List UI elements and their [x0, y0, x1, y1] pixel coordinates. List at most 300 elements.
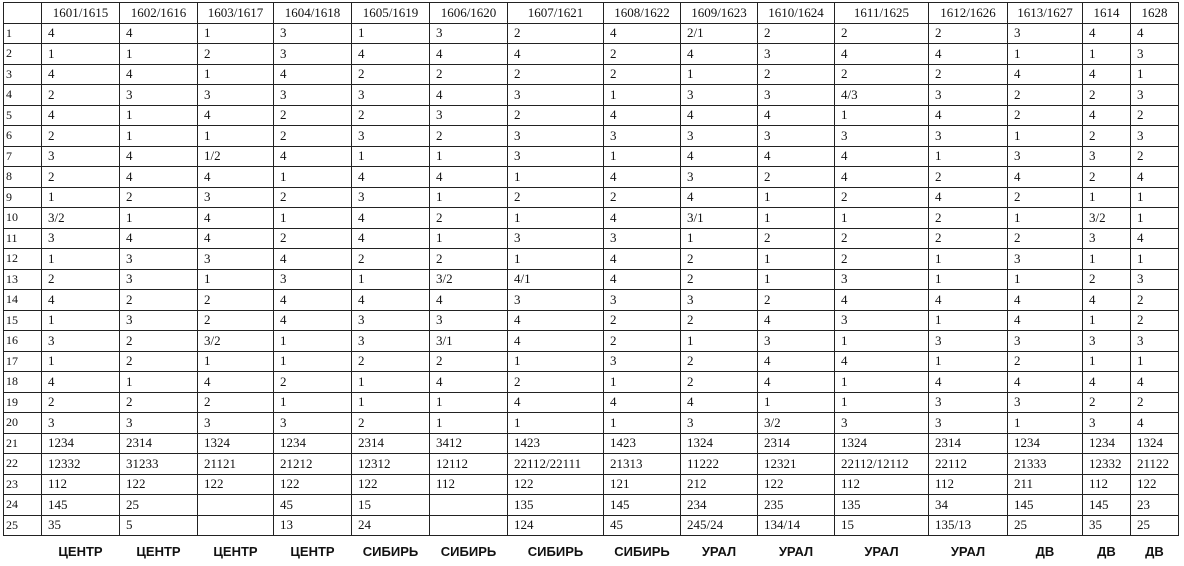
- table-cell: 1: [120, 44, 198, 65]
- table-cell: 4/3: [835, 85, 929, 106]
- table-cell: 2: [42, 126, 120, 147]
- table-cell: 3: [604, 290, 681, 311]
- table-cell: 3: [274, 44, 352, 65]
- table-cell: 112: [1083, 474, 1131, 495]
- table-cell: 1: [758, 187, 835, 208]
- table-cell: 3: [508, 85, 604, 106]
- region-row: [4, 536, 1179, 566]
- table-cell: 3: [198, 413, 274, 434]
- table-cell: 3: [1008, 331, 1083, 352]
- table-cell: 3: [929, 413, 1008, 434]
- row-number: 16: [4, 331, 42, 352]
- table-cell: 145: [1008, 495, 1083, 516]
- region-label: ДВ: [1008, 536, 1083, 566]
- table-cell: 3/1: [681, 208, 758, 229]
- table-cell: 12112: [430, 454, 508, 475]
- table-cell: 1: [430, 146, 508, 167]
- table-cell: 3: [929, 85, 1008, 106]
- table-cell: 4: [352, 290, 430, 311]
- table-cell: 2: [352, 105, 430, 126]
- table-cell: 4: [352, 228, 430, 249]
- region-label: ДВ: [1083, 536, 1131, 566]
- table-row: [4, 413, 1179, 434]
- table-cell: 1: [508, 351, 604, 372]
- table-cell: 2: [120, 187, 198, 208]
- table-cell: 3: [1131, 44, 1179, 65]
- table-cell: 2: [1008, 187, 1083, 208]
- table-cell: 1: [198, 126, 274, 147]
- table-cell: 1: [1008, 126, 1083, 147]
- table-cell: 1: [929, 351, 1008, 372]
- table-cell: 4: [430, 372, 508, 393]
- table-cell: 1: [274, 392, 352, 413]
- table-cell: 1324: [835, 433, 929, 454]
- table-cell: 1: [120, 372, 198, 393]
- row-number: 4: [4, 85, 42, 106]
- row-number: 3: [4, 64, 42, 85]
- table-cell: 21121: [198, 454, 274, 475]
- answer-table: [3, 2, 1179, 566]
- table-cell: 4: [198, 372, 274, 393]
- table-cell: 112: [430, 474, 508, 495]
- table-cell: 2: [1083, 269, 1131, 290]
- table-cell: 3: [758, 85, 835, 106]
- table-cell: 4: [352, 44, 430, 65]
- table-cell: 112: [42, 474, 120, 495]
- table-cell: 1234: [274, 433, 352, 454]
- table-cell: 4: [1083, 372, 1131, 393]
- table-cell: 2: [508, 187, 604, 208]
- table-cell: 4: [929, 290, 1008, 311]
- header-cell: 1604/1618: [274, 3, 352, 24]
- table-row: [4, 372, 1179, 393]
- table-cell: 25: [1008, 515, 1083, 536]
- table-row: [4, 126, 1179, 147]
- table-cell: 2: [681, 372, 758, 393]
- table-cell: 2: [274, 105, 352, 126]
- table-cell: 124: [508, 515, 604, 536]
- table-cell: 2: [1008, 351, 1083, 372]
- table-cell: 4: [1008, 310, 1083, 331]
- table-cell: 1: [758, 269, 835, 290]
- table-cell: 12332: [1083, 454, 1131, 475]
- table-cell: 4: [1131, 167, 1179, 188]
- table-cell: 3/1: [430, 331, 508, 352]
- table-cell: 3: [352, 85, 430, 106]
- region-label: СИБИРЬ: [508, 536, 604, 566]
- table-cell: 3: [758, 126, 835, 147]
- table-cell: 2: [120, 290, 198, 311]
- row-number: 1: [4, 23, 42, 44]
- header-cell: 1602/1616: [120, 3, 198, 24]
- table-cell: 4: [352, 167, 430, 188]
- table-cell: 122: [1131, 474, 1179, 495]
- table-cell: 4: [274, 146, 352, 167]
- region-label: УРАЛ: [929, 536, 1008, 566]
- table-cell: 2: [508, 23, 604, 44]
- table-cell: 4: [42, 64, 120, 85]
- table-cell: 3: [1131, 126, 1179, 147]
- table-cell: 1: [1131, 208, 1179, 229]
- table-cell: 1: [42, 351, 120, 372]
- table-cell: 2: [681, 351, 758, 372]
- table-cell: 3: [1131, 269, 1179, 290]
- table-cell: 121: [604, 474, 681, 495]
- table-row: [4, 187, 1179, 208]
- table-cell: 21212: [274, 454, 352, 475]
- table-row: [4, 64, 1179, 85]
- table-cell: 3: [758, 331, 835, 352]
- table-cell: 1: [430, 228, 508, 249]
- table-cell: 1423: [508, 433, 604, 454]
- table-cell: 3: [352, 310, 430, 331]
- row-number: 12: [4, 249, 42, 270]
- table-cell: 3/2: [430, 269, 508, 290]
- row-number: 17: [4, 351, 42, 372]
- table-cell: 3: [352, 126, 430, 147]
- table-cell: 25: [1131, 515, 1179, 536]
- table-cell: 2: [1008, 228, 1083, 249]
- table-cell: 234: [681, 495, 758, 516]
- row-number: 13: [4, 269, 42, 290]
- table-cell: 1234: [1008, 433, 1083, 454]
- table-cell: 2: [274, 228, 352, 249]
- table-cell: 1: [929, 249, 1008, 270]
- table-cell: 1: [120, 126, 198, 147]
- table-cell: 1: [604, 372, 681, 393]
- table-cell: 3/2: [42, 208, 120, 229]
- table-cell: 22112/12112: [835, 454, 929, 475]
- region-label: УРАЛ: [835, 536, 929, 566]
- table-cell: 112: [929, 474, 1008, 495]
- table-cell: 24: [352, 515, 430, 536]
- table-cell: 1: [42, 249, 120, 270]
- region-label: ЦЕНТР: [120, 536, 198, 566]
- table-cell: 1: [274, 208, 352, 229]
- table-cell: 1: [835, 372, 929, 393]
- table-cell: 3: [1008, 146, 1083, 167]
- table-cell: 3: [758, 44, 835, 65]
- table-cell: 25: [120, 495, 198, 516]
- table-cell: 2: [758, 167, 835, 188]
- table-cell: 4: [681, 146, 758, 167]
- region-label: СИБИРЬ: [604, 536, 681, 566]
- table-cell: 4: [120, 228, 198, 249]
- table-cell: 3: [604, 351, 681, 372]
- table-cell: 3: [929, 331, 1008, 352]
- table-cell: 3: [120, 413, 198, 434]
- table-cell: 3: [198, 249, 274, 270]
- table-cell: 4: [1008, 290, 1083, 311]
- table-cell: 3: [42, 413, 120, 434]
- table-cell: 4: [430, 167, 508, 188]
- region-label: УРАЛ: [758, 536, 835, 566]
- table-cell: 3: [508, 290, 604, 311]
- table-cell: 1: [1083, 44, 1131, 65]
- table-cell: 4: [1131, 23, 1179, 44]
- region-label: ЦЕНТР: [42, 536, 120, 566]
- table-cell: 4: [508, 44, 604, 65]
- row-number: 2: [4, 44, 42, 65]
- table-cell: 15: [352, 495, 430, 516]
- table-cell: 3: [274, 269, 352, 290]
- table-cell: 2: [681, 269, 758, 290]
- region-label: ЦЕНТР: [198, 536, 274, 566]
- region-label-spacer: [4, 536, 42, 566]
- header-cell: 1608/1622: [604, 3, 681, 24]
- table-cell: 1: [1131, 187, 1179, 208]
- table-cell: 3: [681, 167, 758, 188]
- table-row: [4, 495, 1179, 516]
- table-row: [4, 167, 1179, 188]
- table-cell: 1: [198, 269, 274, 290]
- row-number: 19: [4, 392, 42, 413]
- table-cell: 3: [120, 85, 198, 106]
- table-cell: 3: [835, 126, 929, 147]
- table-cell: 3: [1008, 392, 1083, 413]
- table-cell: 4: [758, 372, 835, 393]
- table-cell: 2: [198, 392, 274, 413]
- table-row: [4, 44, 1179, 65]
- table-cell: 135/13: [929, 515, 1008, 536]
- table-cell: 12321: [758, 454, 835, 475]
- header-cell: 1603/1617: [198, 3, 274, 24]
- header-row: [4, 3, 1179, 24]
- table-row: [4, 228, 1179, 249]
- table-cell: 2: [274, 126, 352, 147]
- table-cell: 4: [835, 44, 929, 65]
- table-row: [4, 515, 1179, 536]
- table-cell: 4: [120, 167, 198, 188]
- row-number: 15: [4, 310, 42, 331]
- region-label: УРАЛ: [681, 536, 758, 566]
- table-cell: 1: [604, 85, 681, 106]
- table-body: [4, 23, 1179, 536]
- table-row: [4, 392, 1179, 413]
- table-cell: 4: [352, 208, 430, 229]
- table-cell: 5: [120, 515, 198, 536]
- table-cell: 4: [758, 146, 835, 167]
- table-cell: 3: [1083, 413, 1131, 434]
- table-cell: 3: [835, 413, 929, 434]
- table-cell: 3: [42, 228, 120, 249]
- table-cell: 3: [929, 126, 1008, 147]
- table-cell: 3: [352, 187, 430, 208]
- header-cell: 1606/1620: [430, 3, 508, 24]
- table-cell: 3: [352, 331, 430, 352]
- table-cell: 23: [1131, 495, 1179, 516]
- region-label: СИБИРЬ: [352, 536, 430, 566]
- table-cell: 4: [1131, 228, 1179, 249]
- table-cell: 3412: [430, 433, 508, 454]
- table-cell: 4: [430, 290, 508, 311]
- table-cell: 3: [1008, 249, 1083, 270]
- table-cell: 122: [352, 474, 430, 495]
- table-cell: 3: [604, 228, 681, 249]
- row-number: 8: [4, 167, 42, 188]
- table-cell: 2: [758, 290, 835, 311]
- table-cell: 4: [929, 187, 1008, 208]
- row-number: 11: [4, 228, 42, 249]
- table-cell: 4: [508, 331, 604, 352]
- table-cell: 22112: [929, 454, 1008, 475]
- table-cell: 2: [198, 44, 274, 65]
- table-cell: 4: [929, 44, 1008, 65]
- table-cell: 2: [604, 44, 681, 65]
- table-cell: 3: [1083, 228, 1131, 249]
- table-cell: 1: [929, 146, 1008, 167]
- table-cell: 2: [1008, 85, 1083, 106]
- table-cell: 2: [835, 23, 929, 44]
- table-cell: 4: [929, 105, 1008, 126]
- table-cell: 1/2: [198, 146, 274, 167]
- table-cell: 31233: [120, 454, 198, 475]
- table-cell: 2: [604, 187, 681, 208]
- table-cell: 21333: [1008, 454, 1083, 475]
- table-cell: 45: [274, 495, 352, 516]
- table-cell: 4: [1083, 290, 1131, 311]
- table-cell: 1: [352, 269, 430, 290]
- table-cell: 1: [1008, 413, 1083, 434]
- table-cell: 4: [681, 392, 758, 413]
- table-cell: 1: [42, 310, 120, 331]
- table-cell: 3: [430, 105, 508, 126]
- table-cell: 1: [1083, 187, 1131, 208]
- table-cell: 3: [1083, 331, 1131, 352]
- table-cell: 3: [929, 392, 1008, 413]
- table-cell: 3/2: [758, 413, 835, 434]
- table-cell: 2: [42, 85, 120, 106]
- row-number: 7: [4, 146, 42, 167]
- table-cell: 1: [604, 413, 681, 434]
- table-cell: 4: [1131, 372, 1179, 393]
- table-cell: 3: [681, 126, 758, 147]
- table-cell: 4: [604, 23, 681, 44]
- table-cell: 2: [352, 413, 430, 434]
- table-cell: 3: [42, 331, 120, 352]
- table-cell: 1: [508, 167, 604, 188]
- table-cell: 4: [42, 23, 120, 44]
- region-label: СИБИРЬ: [430, 536, 508, 566]
- table-cell: 3: [835, 310, 929, 331]
- table-cell: 1: [1131, 351, 1179, 372]
- row-number: 21: [4, 433, 42, 454]
- table-cell: 4: [835, 167, 929, 188]
- table-cell: 4: [430, 44, 508, 65]
- table-cell: 3: [1083, 146, 1131, 167]
- table-cell: 2: [508, 372, 604, 393]
- table-cell: 1: [929, 310, 1008, 331]
- table-cell: 2: [198, 310, 274, 331]
- table-cell: 4: [681, 105, 758, 126]
- table-cell: 2: [1131, 146, 1179, 167]
- table-cell: 1: [1131, 64, 1179, 85]
- table-cell: 1: [1008, 208, 1083, 229]
- table-cell: 35: [42, 515, 120, 536]
- table-cell: 122: [274, 474, 352, 495]
- table-cell: 2: [1131, 392, 1179, 413]
- table-cell: 4/1: [508, 269, 604, 290]
- table-cell: 4: [604, 269, 681, 290]
- table-cell: 12332: [42, 454, 120, 475]
- table-cell: 1234: [42, 433, 120, 454]
- table-cell: 112: [835, 474, 929, 495]
- table-cell: 2: [929, 23, 1008, 44]
- table-cell: 3: [274, 413, 352, 434]
- table-cell: 2: [1008, 105, 1083, 126]
- table-cell: 2: [604, 64, 681, 85]
- table-cell: 1: [352, 372, 430, 393]
- table-cell: 135: [835, 495, 929, 516]
- table-cell: 4: [508, 310, 604, 331]
- table-cell: 2: [274, 372, 352, 393]
- table-cell: 34: [929, 495, 1008, 516]
- table-cell: 4: [758, 351, 835, 372]
- table-row: [4, 269, 1179, 290]
- table-cell: [198, 495, 274, 516]
- answer-table-container: [3, 2, 1179, 566]
- table-cell: 3: [120, 310, 198, 331]
- table-cell: 145: [42, 495, 120, 516]
- table-cell: 2: [758, 64, 835, 85]
- table-row: [4, 146, 1179, 167]
- table-cell: 1: [508, 413, 604, 434]
- table-cell: 2: [835, 64, 929, 85]
- table-cell: 245/24: [681, 515, 758, 536]
- region-label: ДВ: [1131, 536, 1179, 566]
- table-cell: 1: [681, 64, 758, 85]
- table-cell: 3: [508, 126, 604, 147]
- table-cell: 1: [198, 64, 274, 85]
- table-cell: 1324: [198, 433, 274, 454]
- table-cell: 1: [835, 208, 929, 229]
- table-cell: 2: [430, 64, 508, 85]
- table-row: [4, 290, 1179, 311]
- table-cell: 2314: [758, 433, 835, 454]
- row-number: 25: [4, 515, 42, 536]
- header-cell: 1612/1626: [929, 3, 1008, 24]
- table-cell: 122: [508, 474, 604, 495]
- table-cell: 1: [508, 208, 604, 229]
- table-cell: 1: [42, 187, 120, 208]
- table-cell: 4: [835, 146, 929, 167]
- table-cell: 2: [1131, 105, 1179, 126]
- table-cell: 1: [929, 269, 1008, 290]
- table-cell: 4: [198, 167, 274, 188]
- table-cell: 145: [604, 495, 681, 516]
- header-cell: 1614: [1083, 3, 1131, 24]
- table-cell: 1: [758, 249, 835, 270]
- table-cell: 1: [198, 23, 274, 44]
- table-cell: 1: [430, 392, 508, 413]
- header-cell: 1605/1619: [352, 3, 430, 24]
- table-cell: 1: [430, 413, 508, 434]
- table-cell: 122: [198, 474, 274, 495]
- table-cell: 1: [681, 228, 758, 249]
- row-number: 14: [4, 290, 42, 311]
- row-number: 6: [4, 126, 42, 147]
- table-cell: 2: [120, 392, 198, 413]
- table-cell: 2: [835, 249, 929, 270]
- table-cell: 2: [352, 351, 430, 372]
- table-cell: 4: [1008, 167, 1083, 188]
- table-cell: 15: [835, 515, 929, 536]
- table-cell: 4: [835, 290, 929, 311]
- table-cell: 11222: [681, 454, 758, 475]
- table-row: [4, 85, 1179, 106]
- row-number: 20: [4, 413, 42, 434]
- table-row: [4, 105, 1179, 126]
